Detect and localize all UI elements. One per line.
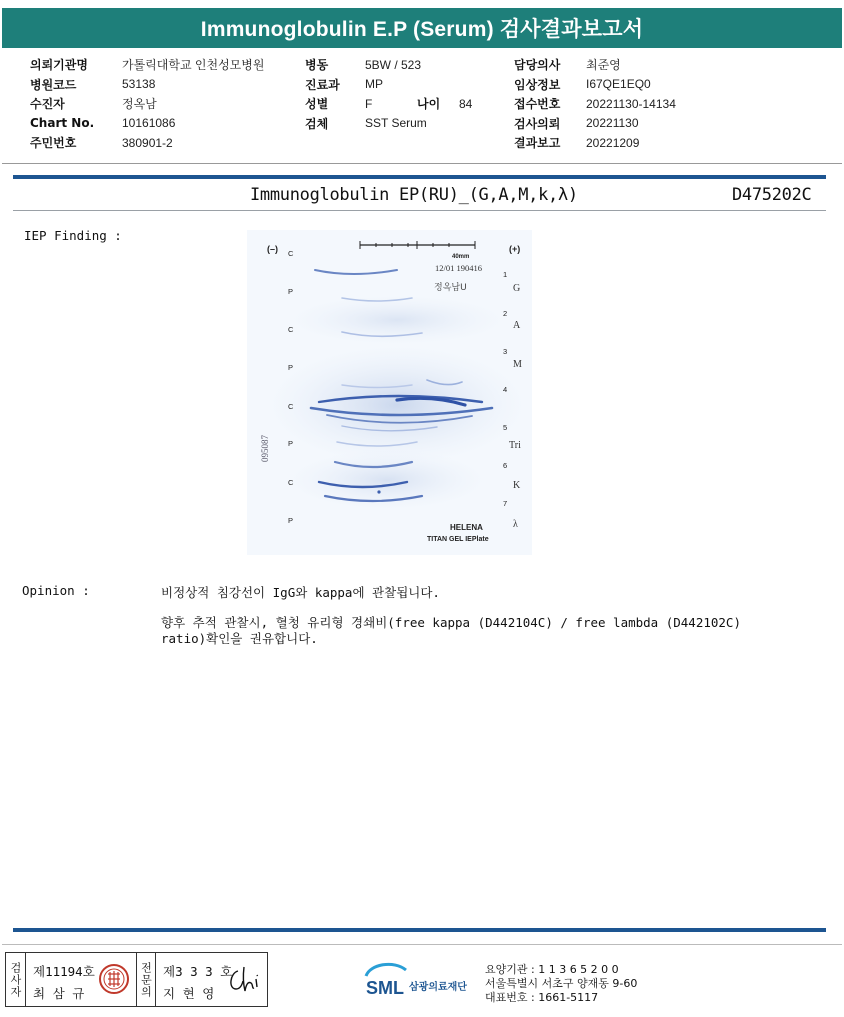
clinical-info-value: I67QE1EQ0 bbox=[586, 77, 651, 92]
gel-antiserum-label: G bbox=[513, 283, 521, 294]
request-date-label: 검사의뢰 bbox=[514, 116, 561, 131]
examiner-name: 최 삼 규 bbox=[33, 986, 85, 1001]
test-code: D475202C bbox=[732, 185, 812, 205]
hospital-name-value: 가톨릭대학교 인천성모병원 bbox=[122, 58, 265, 73]
institution-address: 서울특별시 서초구 양재동 9-60 bbox=[485, 977, 638, 990]
gel-antiserum-label: λ bbox=[513, 519, 518, 530]
ward-value: 5BW / 523 bbox=[365, 57, 422, 72]
gel-well-label: C bbox=[288, 402, 294, 411]
hospital-code-label: 병원코드 bbox=[30, 77, 77, 92]
doctor-label: 담당의사 bbox=[514, 58, 561, 73]
opinion-label: Opinion : bbox=[22, 583, 90, 598]
gel-lane-number: 4 bbox=[503, 385, 508, 394]
gel-date-label: 12/01 190416 bbox=[435, 263, 482, 273]
signature-icon bbox=[224, 963, 264, 997]
examiner-license-no: 제11194호 bbox=[33, 964, 95, 979]
hospital-code-value: 53138 bbox=[122, 77, 156, 92]
receipt-no-label: 접수번호 bbox=[514, 97, 561, 112]
institution-code: 요양기관 : 1 1 3 6 5 2 0 0 bbox=[485, 963, 619, 976]
gel-brand-product: TITAN GEL IEPlate bbox=[427, 536, 489, 543]
electrophoresis-gel-image bbox=[247, 230, 532, 555]
gel-antiserum-label: A bbox=[513, 320, 521, 331]
report-title-bar bbox=[2, 8, 842, 48]
examiner-label: 검사자 bbox=[9, 961, 22, 998]
age-label: 나이 bbox=[417, 97, 441, 112]
info-column-3 bbox=[514, 55, 676, 153]
department-value: MP bbox=[365, 77, 383, 92]
iep-finding-label: IEP Finding : bbox=[24, 228, 122, 243]
report-title: Immunoglobulin E.P (Serum) 검사결과보고서 bbox=[200, 18, 644, 41]
grey-rule bbox=[13, 210, 826, 211]
request-date-value: 20221130 bbox=[586, 116, 639, 131]
test-title: Immunoglobulin EP(RU)_(G,A,M,k,λ) bbox=[250, 185, 578, 205]
gel-lane-number: 3 bbox=[503, 347, 508, 356]
gel-lane-number: 2 bbox=[503, 309, 508, 318]
sex-label: 성별 bbox=[305, 97, 329, 112]
footer-divider bbox=[2, 944, 842, 945]
doctor-value: 최준영 bbox=[586, 58, 621, 73]
examiner-vertical-label bbox=[6, 953, 26, 1006]
gel-well-label: C bbox=[288, 478, 294, 487]
gel-well-label: P bbox=[288, 287, 294, 296]
opinion-line-1: 비정상적 침강선이 IgG와 kappa에 관찰됩니다. bbox=[161, 585, 440, 600]
specimen-label: 검체 bbox=[305, 116, 329, 131]
patient-name-label: 수진자 bbox=[30, 97, 65, 112]
gel-plus-label: (+) bbox=[509, 244, 521, 254]
sml-logo-text: SML bbox=[366, 978, 404, 998]
institution-phone: 대표번호 : 1661-5117 bbox=[485, 991, 599, 1004]
gel-side-number: 095087 bbox=[260, 435, 270, 462]
gel-minus-label: (–) bbox=[267, 244, 278, 254]
header-divider bbox=[2, 163, 842, 164]
gel-well-label: P bbox=[288, 439, 294, 448]
clinical-info-label: 임상정보 bbox=[514, 77, 561, 92]
gel-well-label: P bbox=[288, 516, 294, 525]
blue-rule-top bbox=[13, 175, 826, 179]
gel-lane-number: 1 bbox=[503, 270, 508, 279]
gel-antiserum-label: Tri bbox=[509, 440, 521, 451]
specialist-license-no: 제3 3 3 호 bbox=[163, 964, 233, 979]
specialist-label: 전문의 bbox=[139, 961, 153, 998]
report-date-value: 20221209 bbox=[586, 135, 640, 150]
signature-box bbox=[5, 952, 268, 1007]
chart-no-label: Chart No. bbox=[30, 116, 95, 131]
resident-no-value: 380901-2 bbox=[122, 135, 173, 150]
info-column-1 bbox=[30, 55, 264, 153]
gel-antiserum-label: K bbox=[513, 480, 521, 491]
seal-stamp-icon bbox=[98, 963, 130, 995]
gel-scale-label: 40mm bbox=[452, 254, 470, 260]
gel-well-label: C bbox=[288, 325, 294, 334]
ward-label: 병동 bbox=[305, 58, 329, 73]
specimen-value: SST Serum bbox=[365, 116, 427, 131]
gel-well-label: P bbox=[288, 363, 294, 372]
gel-antiserum-label: M bbox=[513, 359, 522, 370]
resident-no-label: 주민번호 bbox=[30, 136, 77, 151]
specialist-name: 지 현 영 bbox=[163, 986, 215, 1001]
blue-rule-bottom bbox=[13, 928, 826, 932]
gel-brand-name: HELENA bbox=[450, 523, 483, 532]
gel-well-label: C bbox=[288, 249, 294, 258]
sml-org-name: 삼광의료재단 bbox=[409, 982, 467, 993]
chart-no-value: 10161086 bbox=[122, 116, 176, 131]
specialist-vertical-label bbox=[136, 953, 156, 1006]
gel-lane-number: 6 bbox=[503, 461, 508, 470]
hospital-name-label: 의뢰기관명 bbox=[30, 58, 88, 73]
opinion-line-2: 향후 추적 관찰시, 혈청 유리형 경쇄비(free kappa (D442104C) / free lambda (D442102C) bbox=[161, 615, 741, 630]
department-label: 진료과 bbox=[305, 77, 340, 92]
opinion-line-3: ratio)확인을 권유합니다. bbox=[161, 631, 318, 646]
report-date-label: 결과보고 bbox=[514, 136, 561, 151]
sex-value: F bbox=[365, 96, 373, 111]
gel-patient-label: 정옥남U bbox=[434, 283, 467, 293]
sml-logo bbox=[364, 960, 484, 1004]
age-value: 84 bbox=[459, 96, 473, 111]
gel-graphic bbox=[247, 230, 532, 555]
gel-lane-number: 7 bbox=[503, 499, 508, 508]
patient-name-value: 정옥남 bbox=[122, 97, 157, 112]
info-column-2 bbox=[305, 55, 472, 133]
receipt-no-value: 20221130-14134 bbox=[586, 96, 676, 111]
gel-lane-number: 5 bbox=[503, 423, 508, 432]
